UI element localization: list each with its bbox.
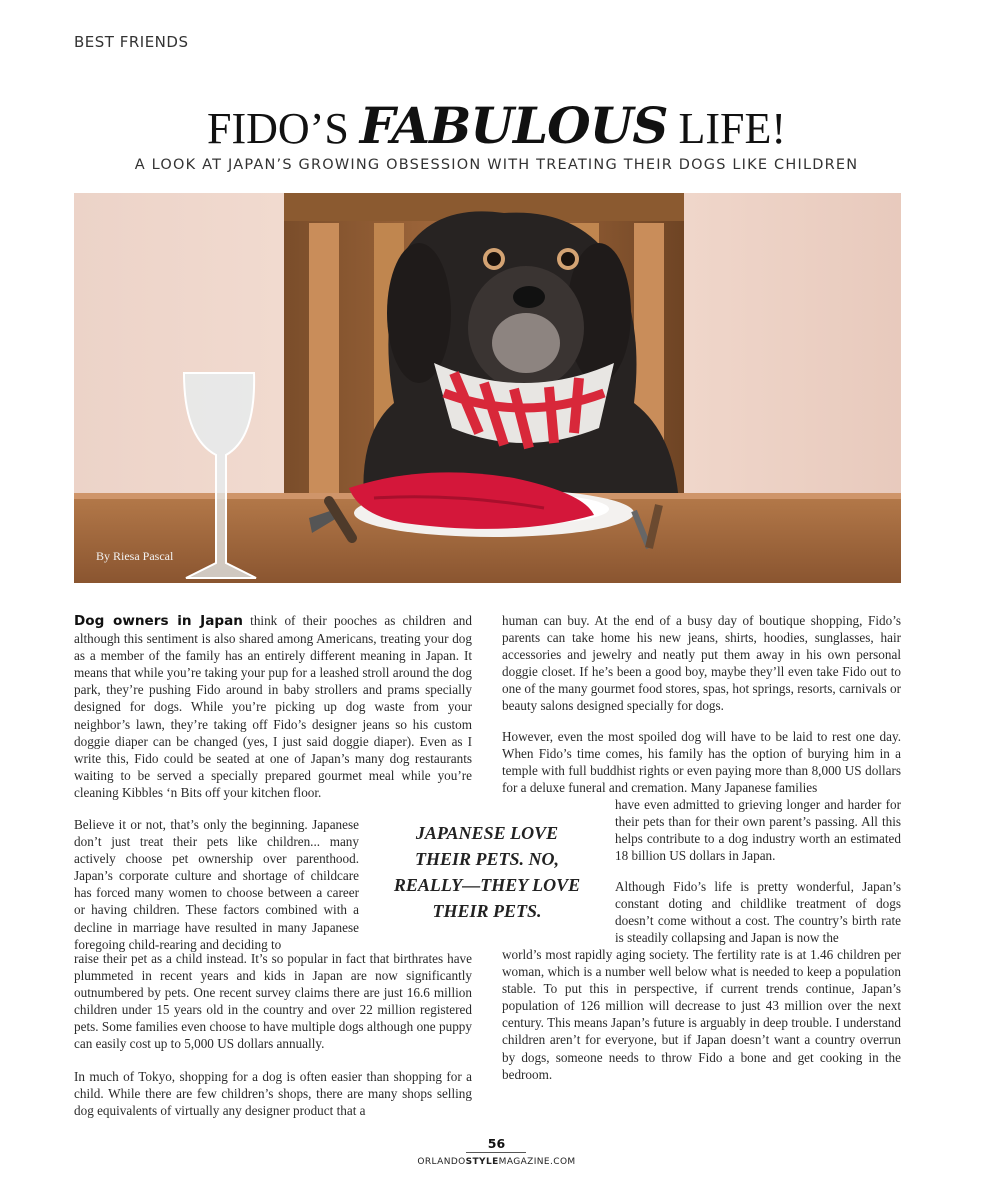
article-title <box>0 96 993 155</box>
page-number: 56 <box>487 1136 506 1151</box>
article-paragraph-2b: raise their pet as a child instead. It’s so popular in fact that birthrates have plummeted in recent years and kids in Japan are now significantly outnumbered by pets. One recent survey claims there are just 16.6 million children under 15 years old in the country and over 22 million registered pets. Some families even choose to have multiple dogs although one puppy can easily cost up to 5,000 US dollars annually. <box>74 951 472 1052</box>
paragraph-1-text: think of their pooches as children and although this sentiment is also shared among Americans, treating your dog as a member of the family has an entirely different meaning in Japan. It means that while you’re taking your pup for a leashed stroll around the dog park, they’re pushing Fido around in baby strollers and prams specially designed for dogs. While you’re picking up dog waste from your neighbor’s lawn, they’re taking off Fido’s designer jeans so his custom doggie diaper can be changed (yes, I just said doggie diaper). Even as I write this, Fido could be seated at one of Japan’s many dog restaurants waiting to be served a specially prepared gourmet meal while you’re cleaning Kibbles ‘n Bits off your kitchen floor. <box>74 613 472 800</box>
site-name-2: STYLE <box>465 1157 499 1167</box>
section-label: BEST FRIENDS <box>74 33 189 51</box>
footer-divider <box>466 1152 526 1153</box>
photo-credit: By Riesa Pascal <box>96 549 174 563</box>
site-name-3: MAGAZINE.COM <box>498 1157 576 1167</box>
title-part-3: LIFE! <box>678 104 786 153</box>
article-paragraph-2a: Believe it or not, that’s only the beginning. Japanese don’t just treat their pets like children... many actively choose pet ownership over parenthood. Japan’s corporate culture and shortage of childcare has forced many women to choose between a career or having children. These factors combined with a decline in marriage have resulted in many Japanese foregoing child-rearing and deciding to <box>74 817 359 952</box>
dog-at-table-photo <box>74 193 901 583</box>
magazine-website <box>0 1157 993 1167</box>
title-part-1: FIDO’S <box>207 104 349 153</box>
article-paragraph-6a: Although Fido’s life is pretty wonderful, Japan’s constant doting and childlike treatment of dogs doesn’t come without a cost. The country’s birth rate is steadily collapsing and Japan is now the <box>615 879 901 946</box>
site-name-1: ORLANDO <box>417 1157 466 1167</box>
photo-illustration <box>74 193 901 583</box>
article-paragraph-1 <box>74 612 472 801</box>
lead-in: Dog owners in Japan <box>74 613 243 629</box>
article-paragraph-5b: have even admitted to grieving longer and harder for their pets than for their own parent’s passing. All this helps contribute to a dog industry worth an estimated 18 billion US dollars in Japan. <box>615 797 901 864</box>
article-subtitle: A LOOK AT JAPAN’S GROWING OBSESSION WITH TREATING THEIR DOGS LIKE CHILDREN <box>134 157 859 173</box>
article-paragraph-4: human can buy. At the end of a busy day of boutique shopping, Fido’s parents can take home his new jeans, shirts, hoodies, sunglasses, hair accessories and jewelry and neatly put them away in his own personal doggie closet. If he’s been a good boy, maybe they’ll even take Fido out to one of the many gourmet food stores, spas, hot springs, resorts, carnivals or beauty salons designed specially for dogs. <box>502 613 901 714</box>
article-paragraph-5a: However, even the most spoiled dog will have to be laid to rest one day. When Fido’s time comes, his family has the option of burying him in a temple with full buddhist rights or even paying more than 8,000 US dollars for a deluxe funeral and cremation. Many Japanese families <box>502 729 901 796</box>
pull-quote: JAPANESE LOVE THEIR PETS. NO, REALLY—THEY LOVE THEIR PETS. <box>393 823 581 921</box>
article-paragraph-3: In much of Tokyo, shopping for a dog is often easier than shopping for a child. While there are few children’s shops, there are many shops selling dog equivalents of virtually any designer product that a <box>74 1069 472 1119</box>
title-emphasis: FABULOUS <box>359 96 668 155</box>
article-paragraph-6b: world’s most rapidly aging society. The fertility rate is at 1.46 children per woman, which is a number well below what is needed to keep a population stable. To put this in perspective, if current trends continue, Japan’s population of 126 million will decrease to just 43 million over the next century. This means Japan’s future is arguably in deep trouble. I understand children aren’t for everyone, but if Japan doesn’t want a country overrun by dogs, someone needs to throw Fido a bone and get cooking in the bedroom. <box>502 947 901 1082</box>
